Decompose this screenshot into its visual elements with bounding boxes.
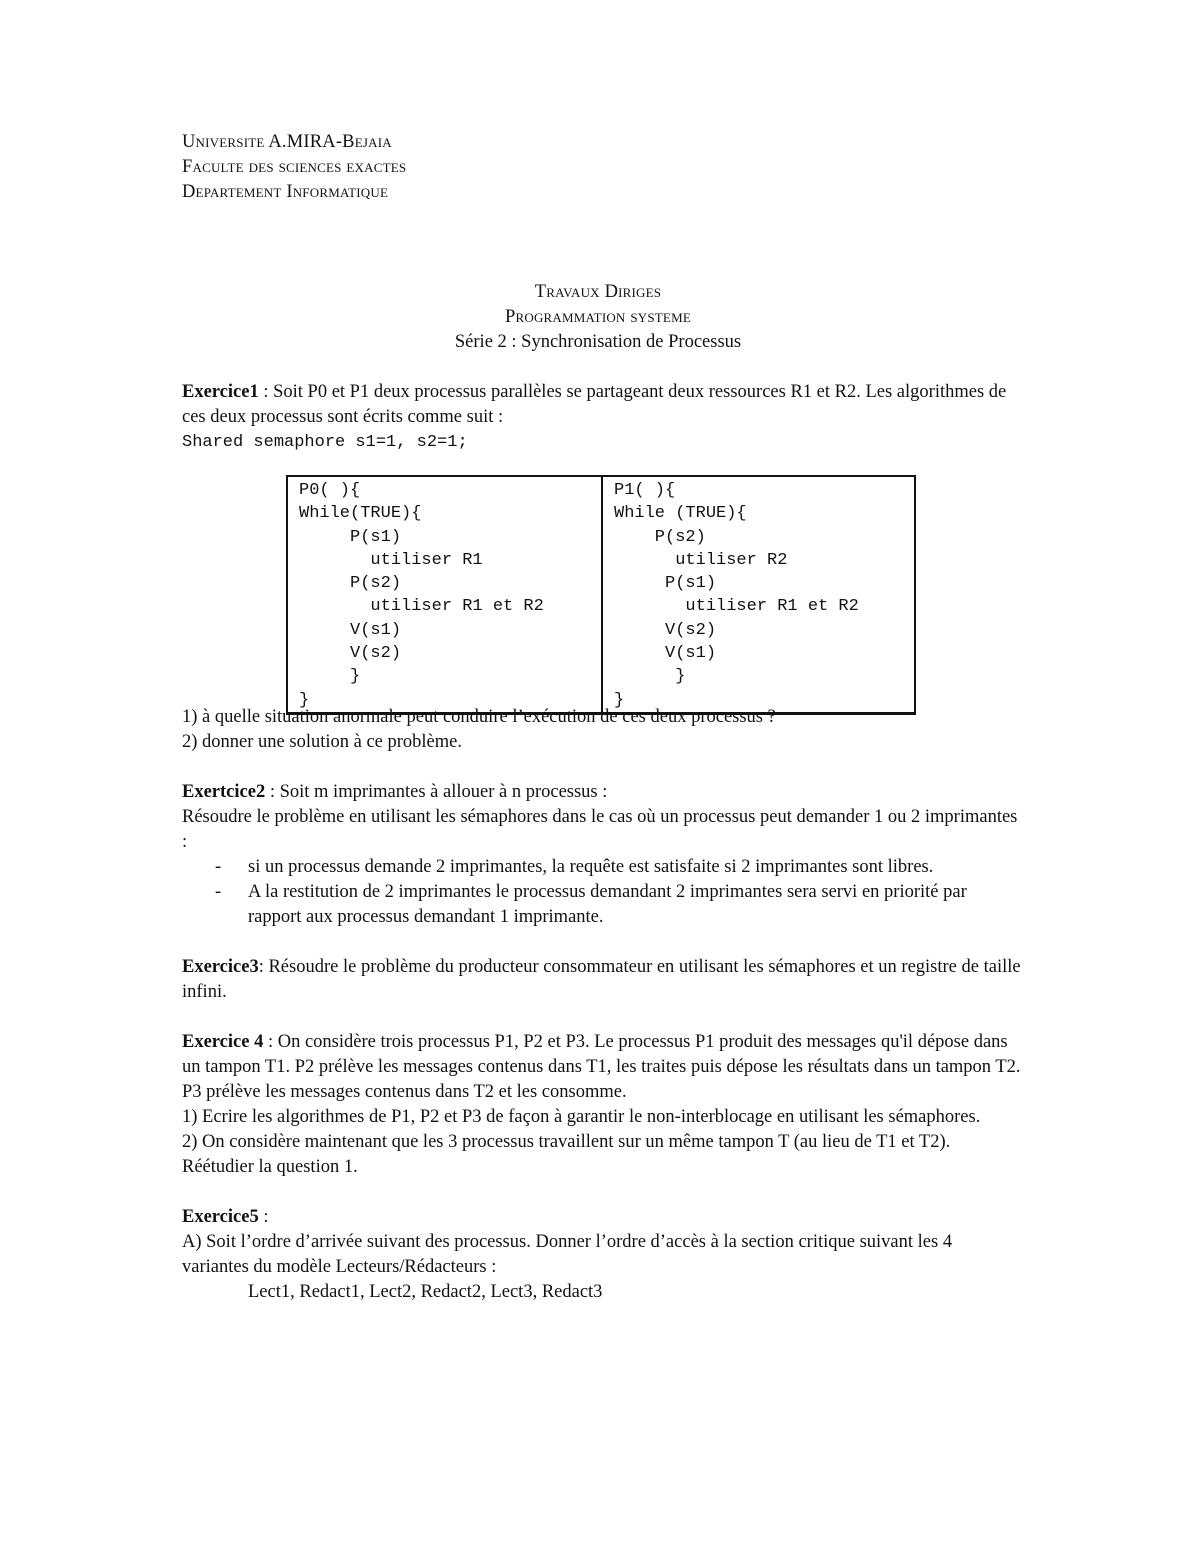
exercise-4-label: Exercice 4 <box>182 1032 264 1052</box>
exercise-3-text: : Résoudre le problème du producteur consommateur en utilisant les sémaphores et un registre de taille infini. <box>182 957 1021 1002</box>
exercise-2-description: Résoudre le problème en utilisant les sémaphores dans le cas où un processus peut demander 1 ou 2 imprimantes : <box>182 807 1018 852</box>
title-travaux: Travaux Diriges <box>534 282 662 302</box>
code-p1: P1( ){ While (TRUE){ P(s2) utiliser R2 P(s1) utiliser R1 et R2 V(s2) V(s1) } } <box>601 477 914 712</box>
exercise-2-label: Exertcice2 <box>182 782 266 802</box>
list-item: - A la restitution de 2 imprimantes le processus demandant 2 imprimantes sera servi en priorité par rapport aux processus demandant 1 imprimante. <box>215 880 1022 930</box>
exercise-5-part-a: A) Soit l’ordre d’arrivée suivant des processus. Donner l’ordre d’accès à la section critique suivant les 4 variantes du modèle Lecteurs/Rédacteurs : <box>182 1232 953 1277</box>
university-name: Universite A.MIRA-Bejaia <box>182 132 392 152</box>
exercise-1-label: Exercice1 <box>182 382 259 402</box>
exercise-1 <box>182 380 1022 430</box>
exercise-3-label: Exercice3 <box>182 957 259 977</box>
exercise-4-text: : On considère trois processus P1, P2 et P3. Le processus P1 produit des messages qu'il dépose dans un tampon T1. P2 prélève les messages contenus dans T1, les traites puis dépose les résultats dans un tampon T2. P3 prélève les messages contenus dans T2 et les consomme. <box>182 1032 1021 1102</box>
title-programmation: Programmation systeme <box>505 307 691 327</box>
exercise-1-text: : Soit P0 et P1 deux processus parallèles se partageant deux ressources R1 et R2. Les algorithmes de ces deux processus sont écrits comme suit : <box>182 382 1007 427</box>
header-block <box>182 130 1022 205</box>
shared-declaration: Shared semaphore s1=1, s2=1; <box>182 433 468 452</box>
exercise-5-text: : <box>258 1207 269 1227</box>
title-block <box>0 280 1198 355</box>
code-p0: P0( ){ While(TRUE){ P(s1) utiliser R1 P(s2) utiliser R1 et R2 V(s1) V(s2) } } <box>299 481 544 710</box>
department-name: Departement Informatique <box>182 182 389 202</box>
exercise-5-label: Exercice5 <box>182 1207 259 1227</box>
list-item: - si un processus demande 2 imprimantes, la requête est satisfaite si 2 imprimantes sont libres. <box>215 855 1022 880</box>
exercise-4 <box>182 1030 1022 1105</box>
code-table <box>286 475 916 715</box>
arrival-sequence: Lect1, Redact1, Lect2, Redact2, Lect3, Redact3 <box>248 1282 603 1302</box>
exercise-4-question-2: 2) On considère maintenant que les 3 processus travaillent sur un même tampon T (au lieu de T1 et T2). Réétudier la question 1. <box>182 1132 951 1177</box>
exercise-2-list <box>182 855 1022 930</box>
faculty-name: Faculte des sciences exactes <box>182 157 407 177</box>
exercise-2 <box>182 780 1022 805</box>
exercise-2-text: : Soit m imprimantes à allouer à n processus : <box>265 782 608 802</box>
document-page <box>182 130 1022 1305</box>
exercise-1-question-1: 1) à quelle situation anormale peut conduire l’exécution de ces deux processus ? <box>182 707 776 727</box>
exercise-3 <box>182 955 1022 1005</box>
exercise-1-question-2: 2) donner une solution à ce problème. <box>182 732 462 752</box>
exercise-5 <box>182 1205 1022 1230</box>
exercise-4-question-1: 1) Ecrire les algorithmes de P1, P2 et P3 de façon à garantir le non-interblocage en utilisant les sémaphores. <box>182 1107 981 1127</box>
title-serie: Série 2 : Synchronisation de Processus <box>454 332 742 352</box>
